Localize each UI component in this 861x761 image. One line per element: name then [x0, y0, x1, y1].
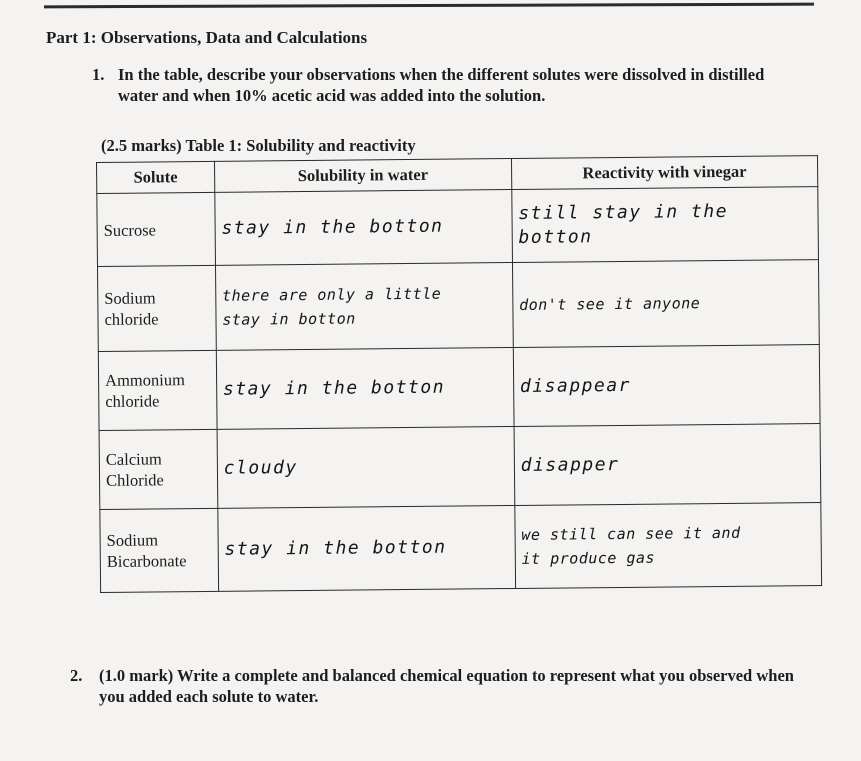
solute-label: Calcium [105, 449, 162, 469]
solute-cell [98, 265, 217, 351]
solute-cell [97, 192, 215, 266]
solute-cell [99, 429, 218, 509]
solubility-cell [218, 505, 516, 591]
question-1-text: In the table, describe your observations when the different solutes were dissolved in distilled water and when 10% acetic acid was added into the solution. [118, 65, 765, 105]
solubility-reactivity-table [96, 155, 822, 593]
reactivity-cell [515, 503, 822, 589]
table-row [97, 187, 819, 267]
handwritten-solubility: stay in the botton [221, 215, 444, 239]
solubility-cell [215, 263, 513, 351]
handwritten-reactivity: we still can see it and [521, 523, 741, 544]
table-row [100, 503, 822, 593]
solute-label: Ammonium [105, 370, 185, 390]
handwritten-reactivity: botton [518, 226, 593, 248]
table-row [98, 345, 820, 431]
question-2-text: (1.0 mark) Write a complete and balanced chemical equation to represent what you observed when you added each solute to water. [99, 666, 794, 706]
solute-label: chloride [104, 309, 159, 329]
handwritten-solubility: stay in botton [222, 309, 356, 329]
header-solute: Solute [97, 161, 215, 193]
handwritten-solubility: there are only a little [221, 284, 442, 305]
solute-label: Sodium [104, 288, 156, 308]
solute-label: Sucrose [103, 219, 156, 240]
part-title: Part 1: Observations, Data and Calculations [46, 28, 368, 47]
page-top-rule [44, 3, 814, 9]
solute-label: Sodium [106, 530, 159, 550]
solute-cell [100, 508, 219, 592]
question-2-number: 2. [70, 666, 83, 685]
solubility-cell [216, 348, 514, 430]
solubility-cell [217, 427, 515, 509]
reactivity-cell [513, 345, 820, 427]
handwritten-reactivity: disappear [519, 374, 632, 397]
handwritten-reactivity: don't see it anyone [519, 294, 701, 314]
table-row [99, 424, 821, 510]
handwritten-solubility: stay in the botton [224, 536, 447, 560]
solubility-cell [215, 190, 513, 266]
table-row [98, 260, 820, 352]
handwritten-reactivity: still stay in the [518, 200, 729, 224]
reactivity-cell [514, 424, 821, 506]
reactivity-cell [512, 260, 819, 348]
solute-label: chloride [105, 391, 160, 411]
handwritten-reactivity: disapper [520, 453, 620, 476]
header-reactivity: Reactivity with vinegar [511, 156, 818, 190]
handwritten-solubility: stay in the botton [222, 376, 446, 400]
reactivity-cell [512, 187, 819, 263]
solute-label: Chloride [105, 470, 164, 490]
header-solubility: Solubility in water [214, 159, 511, 193]
solute-label: Bicarbonate [106, 551, 187, 571]
solute-cell [98, 350, 217, 430]
question-1-number: 1. [92, 65, 105, 84]
table-caption: (2.5 marks) Table 1: Solubility and reactivity [101, 136, 416, 155]
handwritten-reactivity: it produce gas [521, 548, 656, 568]
handwritten-solubility: cloudy [223, 457, 298, 479]
